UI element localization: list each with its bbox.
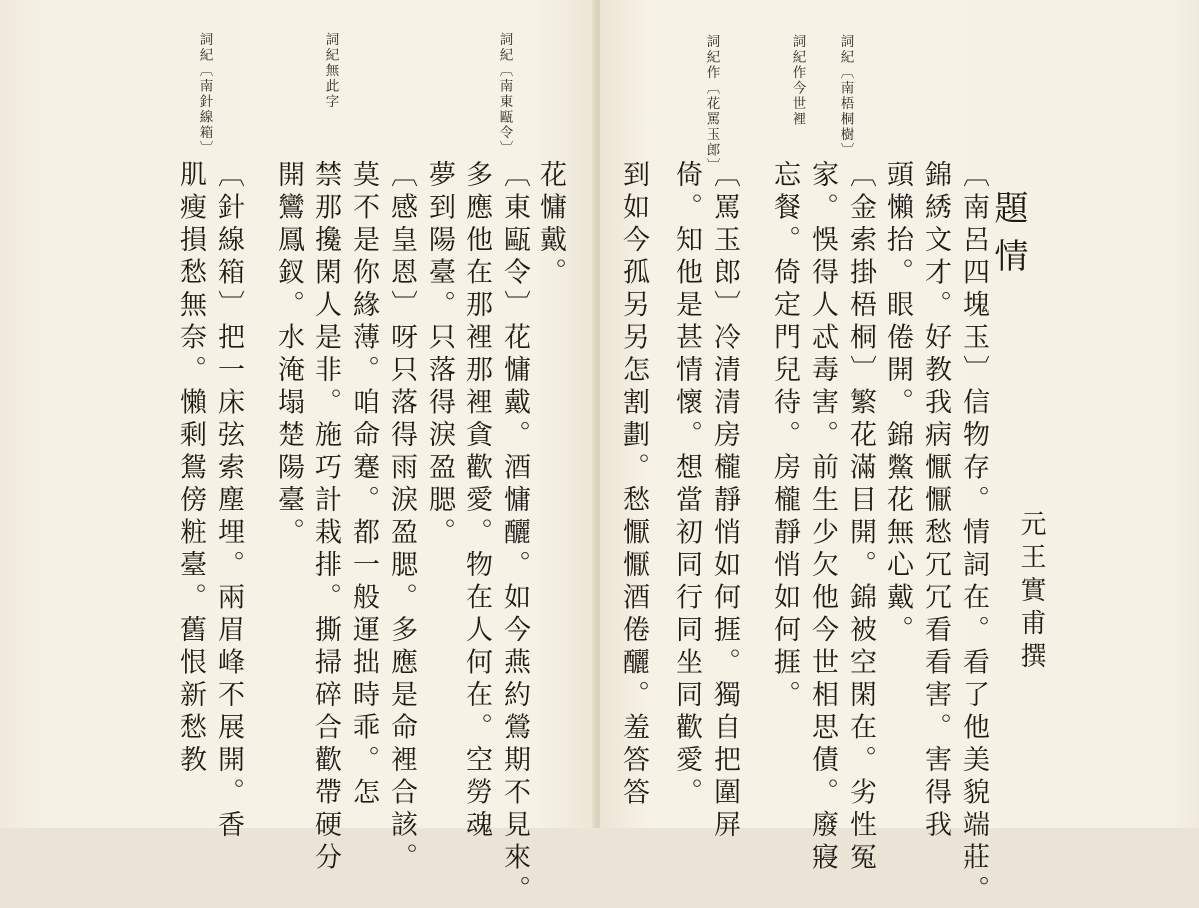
text-column-10: 肌瘦損愁無奈。懶剩鴛傍粧臺。舊恨新愁教 [175, 160, 206, 778]
page-title: 題情 [988, 190, 1028, 286]
text-column-16: 忘餐。倚定門兒待。房櫳靜悄如何捱。 [769, 160, 800, 713]
left-page [0, 0, 596, 908]
margin-note-zhenxianxiang: 詞紀〔南針線箱〕 [196, 32, 213, 156]
text-column-19: 到如今孤另另怎割劃。愁懨懨酒倦釃。羞答答 [618, 160, 649, 810]
margin-note-nan-wutongshu: 詞紀〔南梧桐樹〕 [837, 34, 854, 158]
text-column-1: 花慵戴。 [535, 160, 566, 290]
text-column-2: 〔東甌令〕花慵戴。酒慵釃。如今燕約鶯期不見來。 [499, 160, 530, 908]
text-column-8: 開鸞鳳釵。水淹塌楚陽臺。 [273, 160, 304, 550]
text-column-9: 〔針線箱〕把一床弦索塵埋。兩眉峰不展開。香 [213, 160, 244, 843]
right-page [600, 0, 1199, 908]
text-column-5: 〔感皇恩〕呀只落得雨淚盈腮。多應是命裡合該。 [386, 160, 417, 875]
text-column-6: 莫不是你緣薄。咱命蹇。都一般運拙時乖。怎 [348, 160, 379, 810]
text-column-15: 家。悞得人忒毒害。前生少欠他今世相思債。廢寢 [807, 160, 838, 875]
text-column-14: 〔金索掛梧桐〕繁花滿目開。錦被空閑在。劣性冤 [845, 160, 876, 875]
text-column-18: 倚。知他是甚情懷。想當初同行同坐同歡愛。 [671, 160, 702, 810]
text-column-12: 錦綉文才。好教我病懨懨愁冗冗看看害。害得我 [920, 160, 951, 843]
text-column-7: 禁那攙閑人是非。施巧計栽排。撕掃碎合歡帶硬分 [310, 160, 341, 875]
text-column-3: 多應他在那裡那裡貪歡愛。物在人何在。空勞魂 [461, 160, 492, 843]
text-column-4: 夢到陽臺。只落得淚盈腮。 [424, 160, 455, 550]
margin-note-wu-ci-zi: 詞紀無此字 [322, 32, 339, 110]
margin-note-dongouling: 詞紀〔南東甌令〕 [496, 32, 513, 156]
text-column-13: 頭懶抬。眼倦開。錦鱉花無心戴。 [882, 160, 913, 648]
author-line: 元王實甫撰 [1016, 510, 1046, 675]
margin-note-jinshi-li: 詞紀作今世裡 [789, 34, 806, 127]
margin-note-huamayulang: 詞紀作〔花罵玉郎〕 [703, 34, 720, 174]
text-column-17: 〔罵玉郎〕冷清清房櫳靜悄如何捱。獨自把圍屏 [709, 160, 740, 843]
text-column-11: 〔南呂四塊玉〕信物存。情詞在。看了他美貌端莊。 [958, 160, 989, 908]
